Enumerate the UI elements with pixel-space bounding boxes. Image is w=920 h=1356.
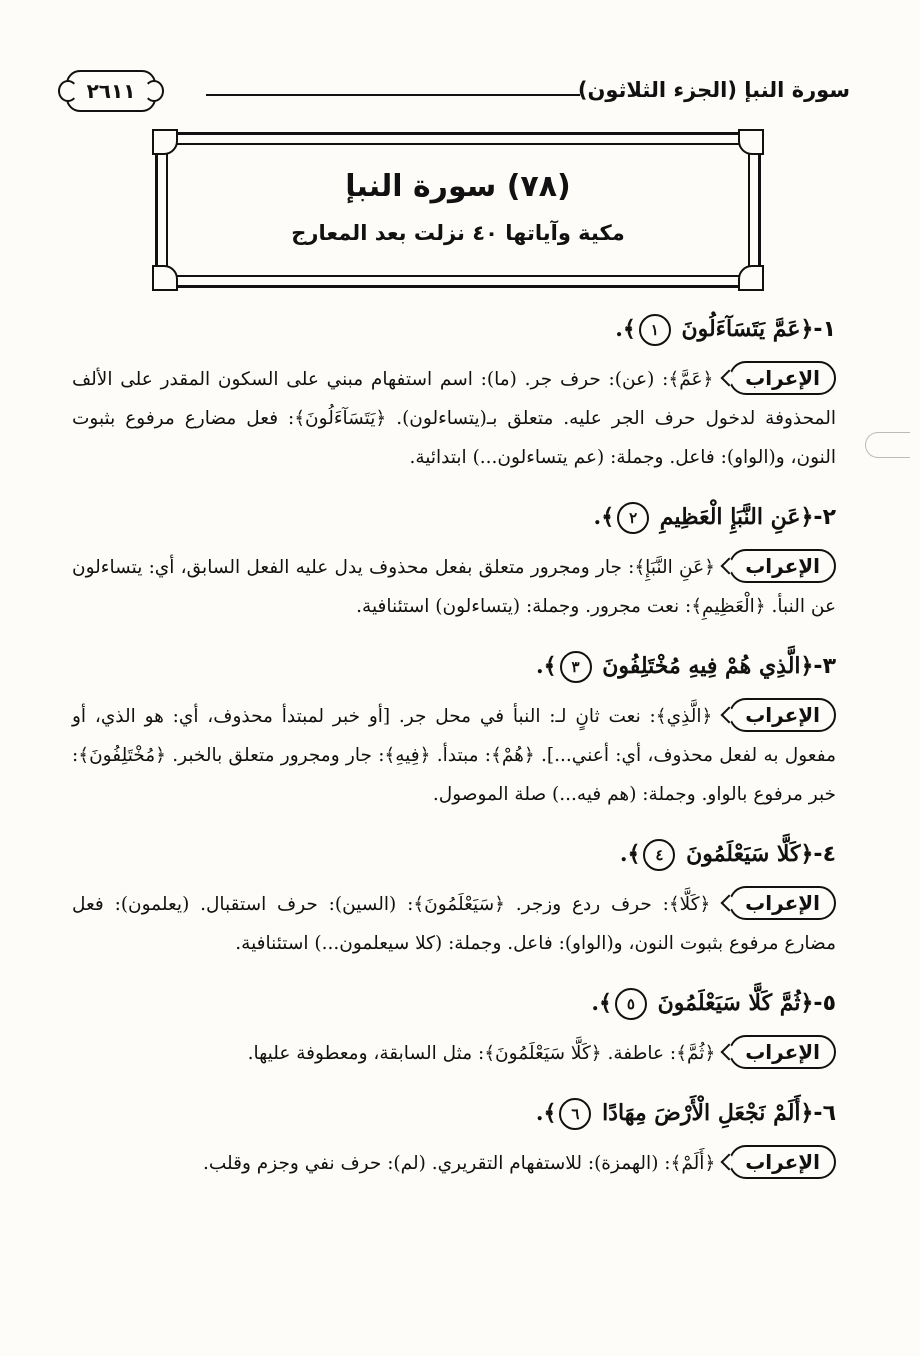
verse-number: ١- xyxy=(813,317,836,342)
page-header xyxy=(66,64,850,120)
irab-paragraph xyxy=(72,548,836,626)
ayah-marker-icon: ٦ xyxy=(559,1098,591,1130)
irab-text: ﴿أَلَمْ﴾: (الهمزة): للاستفهام التقريري. (لم): حرف نفي وجزم وقلب. xyxy=(202,1153,716,1174)
running-title: سورة النبإ (الجزء الثلاثون) xyxy=(577,78,850,102)
irab-label: الإعراب xyxy=(729,886,836,920)
ayah-marker-icon: ٤ xyxy=(643,839,675,871)
verse-line xyxy=(72,983,836,1024)
surah-title-box xyxy=(155,132,761,288)
verse-line xyxy=(72,309,836,350)
verse-text: ﴿أَلَمْ نَجْعَلِ الْأَرْضَ مِهَادًا xyxy=(602,1100,814,1126)
irab-label: الإعراب xyxy=(729,361,836,395)
verse-text: ﴿عَمَّ يَتَسَآءَلُونَ xyxy=(681,316,814,342)
ayah-marker-icon: ١ xyxy=(639,314,671,346)
page-number: ٢٦١١ xyxy=(66,70,156,112)
verse-end: ﴾. xyxy=(535,653,557,679)
verse-number: ٦- xyxy=(813,1101,836,1126)
irab-label: الإعراب xyxy=(729,549,836,583)
irab-paragraph xyxy=(72,1034,836,1073)
irab-paragraph xyxy=(72,1144,836,1183)
irab-text: ﴿عَنِ النَّبَإِ﴾: جار ومجرور متعلق بفعل محذوف يدل عليه الفعل السابق، أي: يتساءلون عن النبأ. ﴿الْعَظِيمِ﴾: نعت مجرور. وجملة: (يتساءلون) استئنافية. xyxy=(72,557,836,617)
verse-end: ﴾. xyxy=(535,1100,557,1126)
irab-label: الإعراب xyxy=(729,1145,836,1179)
verse-line xyxy=(72,497,836,538)
frame-corner-ornament xyxy=(738,129,764,155)
verse-number: ٣- xyxy=(813,654,836,679)
margin-mark xyxy=(865,432,910,458)
irab-label: الإعراب xyxy=(729,1035,836,1069)
frame-corner-ornament xyxy=(738,265,764,291)
verse-line xyxy=(72,646,836,687)
irab-text: ﴿ثُمَّ﴾: عاطفة. ﴿كَلَّا سَيَعْلَمُونَ﴾: مثل السابقة، ومعطوفة عليها. xyxy=(247,1043,716,1064)
irab-text: ﴿الَّذِي﴾: نعت ثانٍ لـ: النبأ في محل جر. [أو خبر لمبتدأ محذوف، أي: هو الذي، أو مفعول به لفعل محذوف، أي: أعني...]. ﴿هُمْ﴾: مبتدأ. ﴿فِيهِ﴾: جار ومجرور متعلق بالخبر. ﴿مُخْتَلِفُونَ﴾: خبر مرفوع بالواو. وجملة: (هم فيه...) صلة الموصول. xyxy=(72,706,836,805)
irab-text: ﴿كَلَّا﴾: حرف ردع وزجر. ﴿سَيَعْلَمُونَ﴾: (السين): حرف استقبال. (يعلمون): فعل مضارع مرفوع بثبوت النون، و(الواو): فاعل. وجملة: (كلا سيعلمون...) استئنافية. xyxy=(72,894,836,954)
irab-text: ﴿عَمَّ﴾: (عن): حرف جر. (ما): اسم استفهام مبني على السكون المقدر على الألف المحذوفة لدخول حرف الجر عليه. متعلق بـ(يتساءلون). ﴿يَتَسَآءَلُونَ﴾: فعل مضارع مرفوع بثبوت النون، و(الواو): فاعل. وجملة: (عم يتساءلون...) ابتدائية. xyxy=(72,369,836,468)
verse-end: ﴾. xyxy=(591,990,612,1016)
surah-info: مكية وآياتها ٤٠ نزلت بعد المعارج xyxy=(291,221,625,245)
verse-line xyxy=(72,1093,836,1134)
irab-label: الإعراب xyxy=(729,698,836,732)
verse-end: ﴾. xyxy=(593,504,615,530)
page-content xyxy=(72,305,836,1203)
header-rule xyxy=(206,94,580,96)
verse-text: ﴿الَّذِي هُمْ فِيهِ مُخْتَلِفُونَ xyxy=(602,653,814,679)
irab-paragraph xyxy=(72,360,836,477)
surah-name: (٧٨) سورة النبإ xyxy=(345,169,571,204)
irab-paragraph xyxy=(72,697,836,814)
verse-number: ٤- xyxy=(813,842,836,867)
ayah-marker-icon: ٥ xyxy=(615,988,647,1020)
verse-number: ٥- xyxy=(813,991,836,1016)
verse-text: ﴿عَنِ النَّبَإِ الْعَظِيمِ xyxy=(659,504,814,530)
ayah-marker-icon: ٣ xyxy=(560,651,592,683)
frame-corner-ornament xyxy=(152,265,178,291)
verse-end: ﴾. xyxy=(619,841,641,867)
ayah-marker-icon: ٢ xyxy=(617,502,649,534)
verse-text: ﴿ثُمَّ كَلَّا سَيَعْلَمُونَ xyxy=(657,990,814,1016)
verse-line xyxy=(72,834,836,875)
verse-number: ٢- xyxy=(813,505,836,530)
irab-paragraph xyxy=(72,885,836,963)
verse-end: ﴾. xyxy=(615,316,636,342)
verse-text: ﴿كَلَّا سَيَعْلَمُونَ xyxy=(686,841,814,867)
title-frame-inner-border xyxy=(166,143,750,277)
